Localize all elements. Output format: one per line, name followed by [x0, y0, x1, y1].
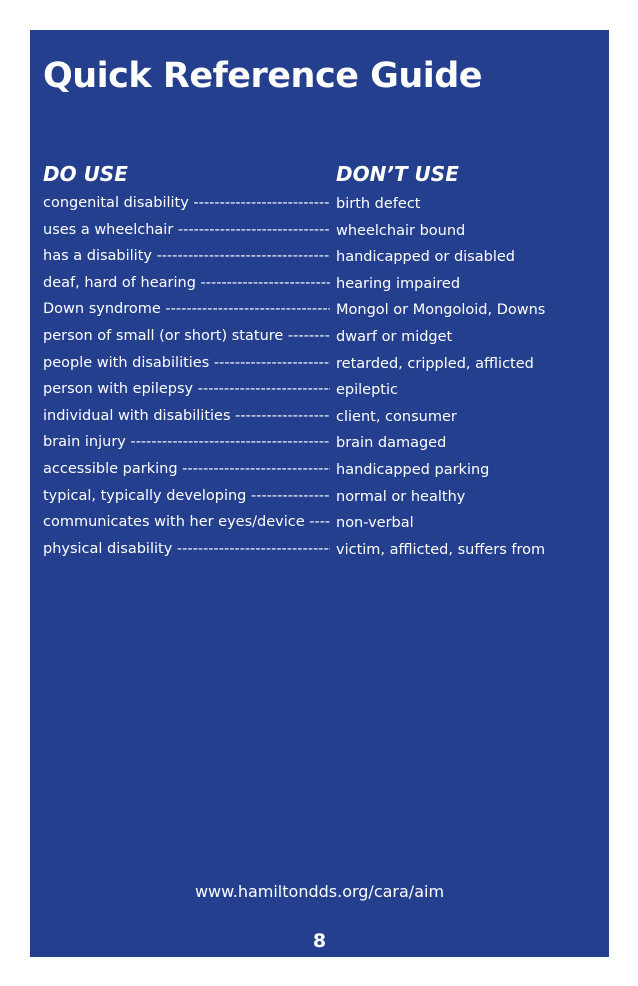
do-use-term: physical disability -----	[43, 538, 330, 560]
page-title: Quick Reference Guide	[43, 56, 483, 96]
term-row	[43, 245, 603, 272]
dont-use-term: handicapped parking	[336, 461, 490, 478]
do-use-term: people with disabilities -----	[43, 352, 330, 374]
website-url: www.hamiltondds.org/cara/aim	[194, 882, 445, 901]
term-row	[43, 485, 603, 512]
do-use-term: deaf, hard of hearing -----	[43, 272, 330, 294]
dont-use-term: Mongol or Mongoloid, Downs	[336, 302, 546, 319]
term-row	[43, 298, 603, 325]
term-row	[43, 325, 603, 352]
dont-use-term: epileptic	[336, 382, 398, 399]
term-row	[43, 431, 603, 458]
dont-use-term: birth defect	[336, 196, 421, 212]
do-use-term: uses a wheelchair -----	[43, 219, 330, 241]
do-use-term: person of small (or short) stature -----	[43, 325, 330, 347]
dont-use-term: handicapped or disabled	[336, 249, 515, 266]
term-row	[43, 378, 603, 405]
dont-use-term: hearing impaired	[336, 275, 461, 292]
dont-use-term: dwarf or midget	[336, 328, 453, 345]
dont-use-term: wheelchair bound	[336, 222, 466, 239]
dont-use-term: non-verbal	[336, 515, 414, 532]
do-use-header: DO USE	[43, 162, 128, 186]
do-use-term: individual with disabilities -----	[43, 405, 330, 427]
do-use-term: accessible parking -----	[43, 458, 330, 480]
term-row	[43, 192, 603, 219]
dont-use-term: normal or healthy	[336, 488, 466, 505]
terms-list	[43, 192, 603, 564]
do-use-term: Down syndrome -----	[43, 298, 330, 320]
do-use-term: has a disability -----	[43, 245, 330, 267]
term-row	[43, 511, 603, 538]
do-use-term: typical, typically developing -----	[43, 485, 330, 507]
term-row	[43, 458, 603, 485]
term-row	[43, 272, 603, 299]
term-row	[43, 219, 603, 246]
do-use-term: communicates with her eyes/device -----	[43, 511, 330, 533]
term-row	[43, 352, 603, 379]
dont-use-term: client, consumer	[336, 408, 457, 425]
dont-use-term: victim, afflicted, suffers from	[336, 541, 546, 558]
dont-use-term: brain damaged	[336, 435, 447, 452]
dont-use-header: DON’T USE	[336, 162, 459, 186]
page-number: 8	[312, 930, 327, 952]
do-use-term: congenital disability -----	[43, 192, 330, 214]
dont-use-term: retarded, crippled, afflicted	[336, 355, 534, 372]
do-use-term: brain injury -----	[43, 431, 330, 453]
term-row	[43, 405, 603, 432]
term-row	[43, 538, 603, 565]
reference-page	[30, 30, 609, 957]
do-use-term: person with epilepsy -----	[43, 378, 330, 400]
